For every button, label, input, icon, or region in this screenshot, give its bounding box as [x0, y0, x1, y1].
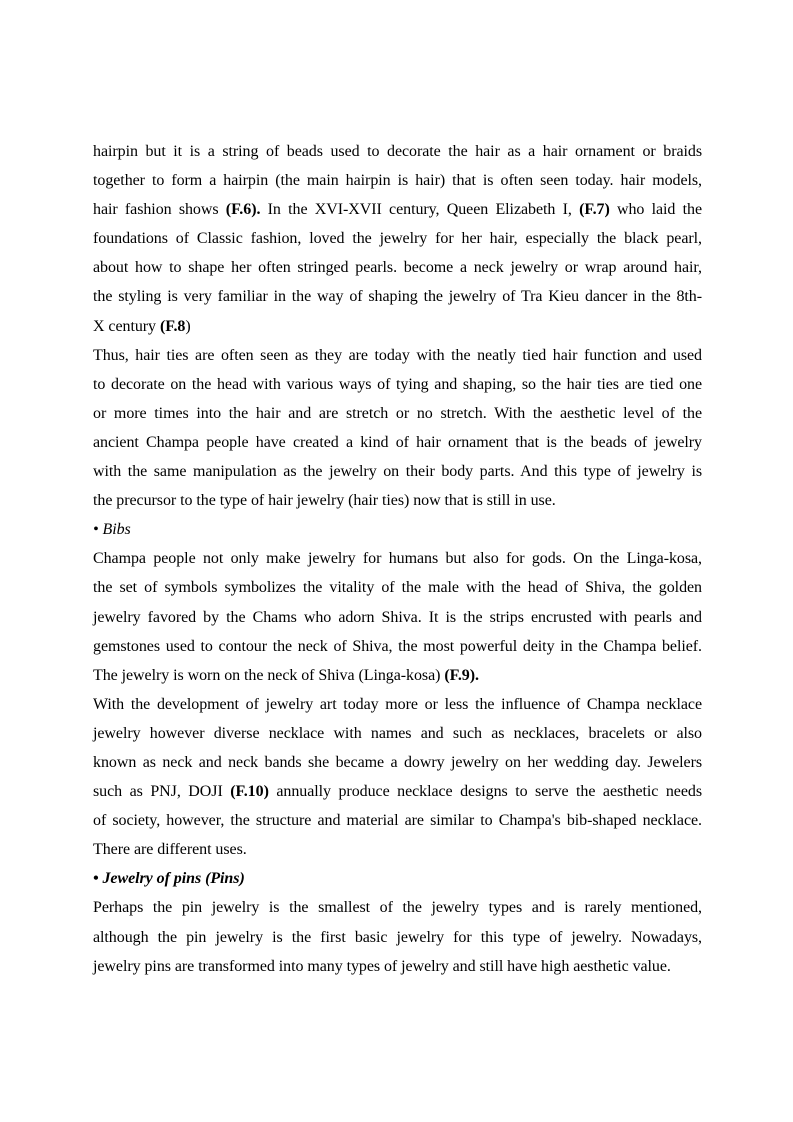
text-run: ) [185, 317, 191, 335]
text-line [93, 603, 702, 632]
text-line [93, 486, 702, 515]
text-line [93, 195, 702, 224]
text-line [93, 719, 702, 748]
text-run: hairpin but it is a string of beads used to decorate the hair as a hair ornament or braids [93, 143, 702, 160]
text-run: ancient Champa people have created a kind of hair ornament that is the beads of jewelry [93, 433, 702, 451]
heading-jewelry-of-pins-label: • Jewelry of pins (Pins) [93, 870, 245, 888]
text-line [93, 806, 702, 835]
text-run: about how to shape her often stringed pearls. become a neck jewelry or wrap around hair, [93, 259, 702, 277]
text-run: although the pin jewelry is the first basic jewelry for this type of jewelry. Nowadays, [93, 928, 702, 946]
text-run: Perhaps the pin jewelry is the smallest of the jewelry types and is rarely mentioned, [93, 899, 702, 917]
text-line [93, 661, 702, 690]
text-line [93, 923, 702, 952]
text-run: gemstones used to contour the neck of Shiva, the most powerful deity in the Champa belief. [93, 637, 702, 655]
text-line [93, 864, 702, 893]
text-line [93, 457, 702, 486]
text-line [93, 777, 702, 806]
text-run: jewelry however diverse necklace with names and such as necklaces, bracelets or also [93, 724, 702, 742]
text-run: to decorate on the head with various ways of tying and shaping, so the hair ties are tied one [93, 375, 702, 393]
text-line [93, 224, 702, 253]
text-run: Thus, hair ties are often seen as they are today with the neatly tied hair function and used [93, 346, 702, 364]
text-line [93, 690, 702, 719]
text-line [93, 282, 702, 311]
text-run: or more times into the hair and are stretch or no stretch. With the aesthetic level of the [93, 404, 702, 422]
text-run: The jewelry is worn on the neck of Shiva (Linga-kosa) [93, 666, 445, 684]
text-line [93, 137, 702, 166]
text-run: In the XVI-XVII century, Queen Elizabeth I, [260, 201, 580, 219]
text-line [93, 428, 702, 457]
figure-ref-f10: (F.10) [230, 783, 269, 801]
text-line [93, 893, 702, 922]
text-line [93, 370, 702, 399]
text-run: X century [93, 317, 160, 335]
heading-bibs [93, 515, 702, 544]
text-run: the set of symbols symbolizes the vitality of the male with the head of Shiva, the golden [93, 579, 702, 597]
text-run: who laid the [609, 201, 702, 219]
text-run: jewelry pins are transformed into many types of jewelry and still have high aesthetic value. [93, 957, 671, 975]
text-run: together to form a hairpin (the main hairpin is hair) that is often seen today. hair models, [93, 172, 702, 190]
paragraph-necklace-jewelry [93, 690, 702, 865]
text-run: with the same manipulation as the jewelry on their body parts. And this type of jewelry is [93, 463, 702, 481]
paragraph-pin-jewelry [93, 893, 702, 980]
text-run: the styling is very familiar in the way of shaping the jewelry of Tra Kieu dancer in the 8th- [93, 288, 702, 306]
text-run: There are different uses. [93, 841, 247, 859]
text-line [93, 952, 702, 981]
paragraph-linga-kosa [93, 544, 702, 689]
text-run: of society, however, the structure and material are similar to Champa's bib-shaped necklace. [93, 812, 702, 830]
text-run: With the development of jewelry art today more or less the influence of Champa necklace [93, 695, 702, 713]
text-run: the precursor to the type of hair jewelry (hair ties) now that is still in use. [93, 492, 556, 510]
text-run: known as neck and neck bands she became a dowry jewelry on her wedding day. Jewelers [93, 753, 702, 771]
text-line [93, 515, 702, 544]
text-line [93, 632, 702, 661]
text-line [93, 544, 702, 573]
text-run: Champa people not only make jewelry for humans but also for gods. On the Linga-kosa, [93, 550, 702, 568]
document-text-body [93, 137, 702, 981]
figure-ref-f6: (F.6). [225, 201, 261, 219]
paragraph-hairpins [93, 137, 702, 341]
text-line [93, 835, 702, 864]
text-line [93, 166, 702, 195]
heading-jewelry-of-pins [93, 864, 702, 893]
text-run: jewelry favored by the Chams who adorn Shiva. It is the strips encrusted with pearls and [93, 608, 702, 626]
figure-ref-f9: (F.9). [444, 666, 479, 684]
text-run: annually produce necklace designs to serve the aesthetic needs [268, 783, 702, 801]
text-run: foundations of Classic fashion, loved the jewelry for her hair, especially the black pearl, [93, 230, 702, 248]
text-line [93, 253, 702, 282]
text-line [93, 748, 702, 777]
text-line [93, 573, 702, 602]
figure-ref-f7: (F.7) [579, 201, 610, 219]
figure-ref-f8: (F.8 [159, 317, 186, 335]
text-run: hair fashion shows [93, 201, 226, 219]
text-line [93, 399, 702, 428]
text-line [93, 341, 702, 370]
heading-bibs-label: • Bibs [93, 521, 131, 539]
text-line [93, 312, 702, 341]
text-run: such as PNJ, DOJI [93, 783, 231, 801]
paragraph-hair-ties [93, 341, 702, 516]
